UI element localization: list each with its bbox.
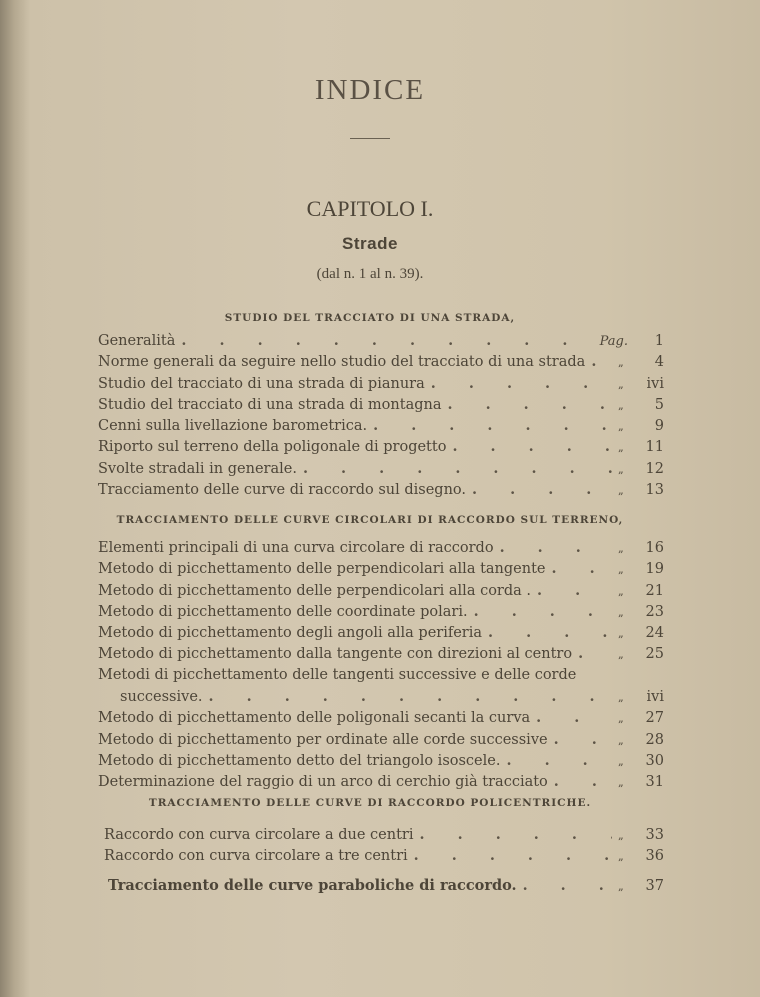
dot-leader: [452, 438, 612, 455]
toc-entry: [98, 645, 664, 666]
pag-label: Pag.: [599, 334, 628, 349]
toc-entry-title: Metodo di picchettamento per ordinate alle corde successive: [98, 731, 548, 748]
toc-entry: [98, 375, 664, 396]
toc-entry: [98, 332, 664, 353]
ditto-mark: „: [618, 627, 624, 641]
dot-leader: [472, 481, 612, 498]
page-number: 5: [654, 396, 664, 413]
ditto-mark: „: [618, 712, 624, 726]
toc-entry-title: Metodo di picchettamento delle perpendicolari alla corda .: [98, 582, 532, 599]
toc-entry: [98, 560, 664, 581]
dot-leader: [506, 752, 612, 769]
page-number: ivi: [646, 375, 664, 392]
page-number: 33: [645, 827, 664, 843]
toc-entry: [98, 481, 664, 502]
ditto-mark: „: [618, 542, 624, 555]
ditto-mark: „: [618, 377, 624, 391]
toc-entry: [98, 752, 664, 773]
page-number: 31: [645, 774, 664, 791]
dot-leader: [537, 582, 612, 599]
toc-entry: [98, 667, 664, 688]
toc-entry-title: successive.: [120, 689, 203, 706]
toc-entry-title: Metodo di picchettamento dalla tangente con direzioni al centro: [98, 646, 573, 663]
page-number: 16: [645, 540, 664, 556]
ditto-mark: „: [618, 398, 624, 412]
ditto-mark: „: [618, 563, 624, 577]
toc-entry-title: Metodo di picchettamento delle perpendicolari alla tangente: [98, 561, 546, 578]
toc-entry-title: Svolte stradali in generale.: [98, 460, 297, 477]
toc-list: [104, 826, 664, 869]
toc-entry-title: Metodo di picchettamento delle poligonali secanti la curva: [98, 710, 531, 727]
title-rule: [350, 138, 390, 139]
toc-entry: [98, 603, 664, 624]
page-number: 4: [654, 354, 664, 371]
toc-entry-title: Studio del tracciato di una strada di pianura: [98, 375, 425, 392]
page-number: 25: [645, 646, 664, 663]
ditto-mark: „: [618, 484, 624, 498]
toc-entry: [98, 396, 664, 417]
ditto-mark: „: [618, 441, 624, 455]
page-number: 19: [645, 561, 664, 578]
toc-entry-title: Norme generali da seguire nello studio del tracciato di una strada: [98, 354, 586, 371]
toc-entry: [98, 417, 664, 438]
page-number: 37: [645, 878, 664, 894]
page-number: 12: [645, 460, 664, 477]
ditto-mark: „: [618, 691, 624, 705]
page-number: ivi: [646, 689, 664, 706]
dot-leader: [474, 603, 612, 620]
dot-leader: [373, 417, 612, 434]
toc-entry-title: Cenni sulla livellazione barometrica.: [98, 418, 368, 435]
toc-entry-title: Raccordo con curva circolare a tre centri: [104, 848, 408, 865]
toc-list: [98, 332, 664, 502]
toc-entry-title: Metodi di picchettamento delle tangenti successive e delle corde: [98, 666, 577, 683]
toc-entry: [98, 624, 664, 645]
dot-leader: [554, 731, 612, 748]
dot-leader: [303, 460, 612, 477]
dot-leader: [488, 624, 612, 641]
ditto-mark: „: [618, 733, 624, 747]
toc-entry: [104, 847, 664, 868]
toc-entry-title: Raccordo con curva circolare a due centri: [104, 827, 414, 843]
toc-entry: [98, 709, 664, 730]
toc-entry-title: Tracciamento delle curve di raccordo sul disegno.: [98, 482, 467, 499]
ditto-mark: „: [618, 584, 624, 598]
ditto-mark: „: [618, 754, 624, 768]
page-number: 36: [645, 848, 664, 865]
toc-entry: [98, 460, 664, 481]
toc-list: [98, 539, 664, 795]
dot-leader: [181, 332, 593, 349]
page-number: 21: [645, 582, 664, 599]
page-number: 1: [654, 333, 664, 349]
dot-leader: [209, 688, 612, 705]
dot-leader: [552, 560, 613, 577]
toc-entry-title: Metodo di picchettamento delle coordinate polari.: [98, 603, 468, 620]
toc-entry: [98, 438, 664, 459]
toc-entry: [98, 582, 664, 603]
toc-entry-title: Determinazione del raggio di un arco di cerchio già tracciato: [98, 774, 548, 791]
toc-entry-title: Generalità: [98, 333, 176, 349]
ditto-mark: „: [618, 648, 624, 662]
ditto-mark: „: [618, 420, 624, 434]
section-heading: TRACCIAMENTO DELLE CURVE CIRCOLARI DI RACCORDO SUL TERRENO,: [116, 514, 624, 526]
toc-entry: [98, 688, 664, 709]
toc-entry: [108, 877, 664, 898]
dot-leader: [431, 375, 612, 392]
section-heading: TRACCIAMENTO DELLE CURVE DI RACCORDO POLICENTRICHE.: [148, 797, 592, 809]
page-number: 28: [645, 731, 664, 748]
ditto-mark: „: [618, 829, 624, 842]
dot-leader: [414, 847, 612, 864]
page-number: 30: [645, 752, 664, 769]
toc-entry-title: Studio del tracciato di una strada di montagna: [98, 396, 442, 413]
toc-entry-title: Riporto sul terreno della poligonale di progetto: [98, 439, 447, 456]
toc-entry: [98, 539, 664, 560]
dot-leader: [447, 396, 612, 413]
page-number: 13: [645, 482, 664, 499]
ditto-mark: „: [618, 605, 624, 619]
ditto-mark: „: [618, 880, 624, 893]
ditto-mark: „: [618, 776, 624, 790]
dot-leader: [420, 826, 613, 843]
ditto-mark: „: [618, 356, 624, 370]
chapter-range: (dal n. 1 al n. 39).: [316, 266, 424, 282]
dot-leader: [523, 877, 612, 894]
page-title: INDICE: [314, 74, 426, 106]
dot-leader: [536, 709, 612, 726]
chapter-subject: Strade: [342, 234, 398, 253]
page-number: 27: [645, 710, 664, 727]
toc-list: [108, 877, 664, 898]
toc-entry-title: Metodo di picchettamento degli angoli alla periferia: [98, 625, 483, 642]
chapter-heading: CAPITOLO I.: [306, 196, 434, 221]
dot-leader: [554, 773, 612, 790]
ditto-mark: „: [618, 850, 624, 864]
dot-leader: [578, 645, 612, 662]
toc-entry-title: Tracciamento delle curve paraboliche di raccordo.: [108, 877, 517, 894]
toc-entry: [98, 773, 664, 794]
ditto-mark: „: [618, 462, 624, 476]
section-heading: STUDIO DEL TRACCIATO DI UNA STRADA,: [224, 312, 516, 324]
toc-entry-title: Elementi principali di una curva circolare di raccordo: [98, 540, 494, 556]
toc-entry: [98, 353, 664, 374]
toc-entry: [98, 731, 664, 752]
dot-leader: [500, 539, 612, 556]
page-number: 11: [645, 439, 664, 456]
toc-entry-title: Metodo di picchettamento detto del triangolo isoscele.: [98, 752, 501, 769]
page-number: 24: [645, 625, 664, 642]
page-number: 9: [654, 418, 664, 435]
dot-leader: [591, 353, 612, 370]
toc-entry: [104, 826, 664, 847]
page-number: 23: [645, 603, 664, 620]
